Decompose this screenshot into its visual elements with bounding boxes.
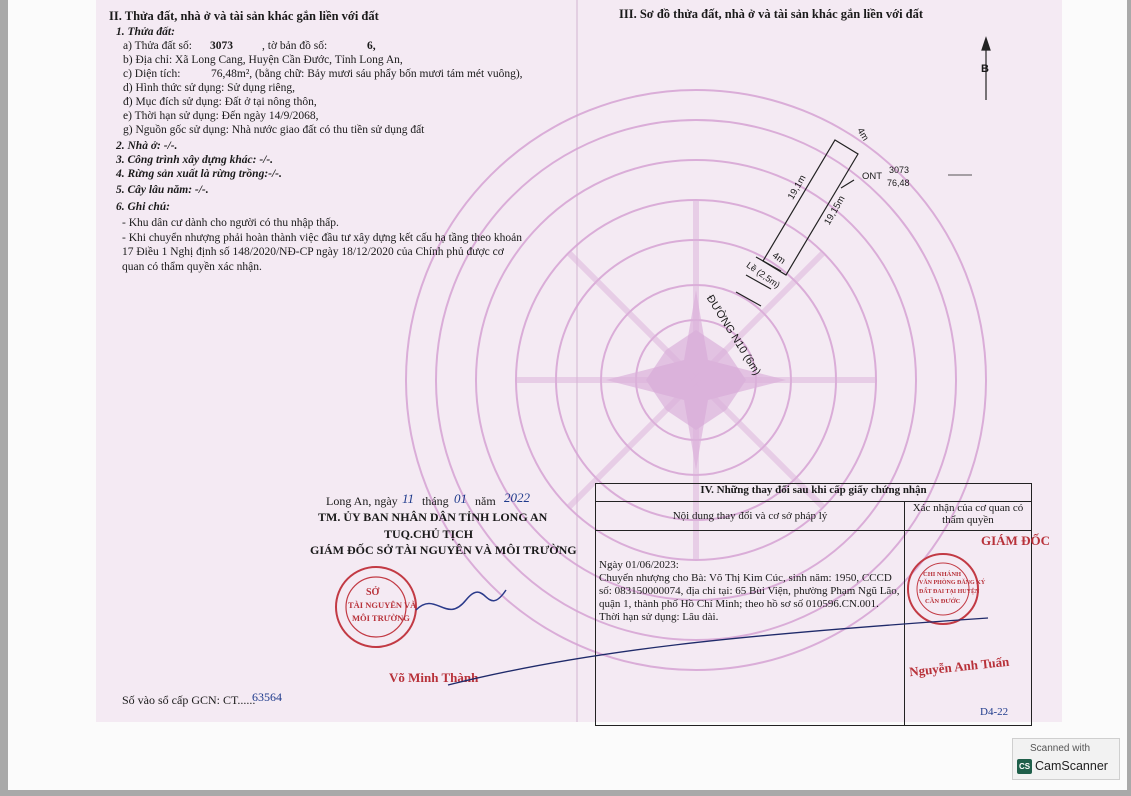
seal-line-3: MÔI TRƯỜNG — [352, 613, 410, 623]
signature-stroke-icon — [438, 600, 998, 690]
frontage-line-3 — [736, 292, 761, 306]
house-line: 2. Nhà ở: -/-. — [116, 140, 178, 152]
sign-day: 11 — [402, 491, 415, 506]
seal2-line-1: CHI NHÁNH — [923, 571, 962, 578]
change-entry-date: Ngày 01/06/2023: — [599, 559, 679, 571]
corner-mark: D4-22 — [980, 706, 1009, 718]
usage-purpose: đ) Mục đích sử dụng: Đất ở tại nông thôn, — [123, 96, 317, 108]
change-entry-line-2: số: 083150000074, địa chỉ tại: 65 Bùi Viện, phường Phạm Ngũ Lão, — [599, 585, 900, 597]
road-label: ĐƯỜNG N10 (6m) — [703, 293, 763, 378]
camscanner-brand: CamScanner — [1035, 759, 1108, 773]
area-value: 76,48m², (bằng chữ: Bảy mươi sáu phẩy bốn mươi tám mét vuông), — [211, 68, 523, 80]
left-length-label: 19,1m — [785, 173, 809, 202]
sign-month: 01 — [454, 491, 467, 506]
forest-line: 4. Rừng sản xuất là rừng trồng:-/-. — [116, 168, 282, 180]
acting-title: TUQ.CHỦ TỊCH — [384, 527, 474, 541]
column-content-header: Nội dung thay đổi và cơ sở pháp lý — [596, 502, 905, 531]
confirm-signer-name: Nguyễn Anh Tuấn — [908, 653, 1010, 680]
north-arrowhead-icon — [982, 38, 990, 50]
map-sheet-number: 6, — [367, 40, 376, 52]
ont-leader — [841, 180, 854, 188]
parcel-number-label: 3073 — [889, 165, 910, 175]
registry-number: 63564 — [252, 690, 282, 704]
column-confirm-header: Xác nhận của cơ quan có thẩm quyền — [905, 502, 1032, 531]
note-2-line-1: - Khi chuyển nhượng phải hoàn thành việc đầu tư xây dựng kết cấu hạ tầng theo khoản — [122, 232, 523, 244]
parcel-diagram — [696, 30, 1016, 350]
change-entry-line-3: quận 1, thành phố Hồ Chí Minh; theo hồ sơ số 010596.CN.001. — [599, 598, 879, 610]
section2-heading: II. Thửa đất, nhà ở và tài sản khác gắn liền với đất — [109, 9, 379, 23]
signer-name: Võ Minh Thành — [389, 670, 479, 685]
area-label: c) Diện tích: — [123, 68, 181, 80]
note-2-line-2: 17 Điều 1 Nghị định số 148/2020/NĐ-CP ngày 18/12/2020 của Chính phủ được cơ — [122, 246, 504, 258]
seal-line-1: SỞ — [366, 587, 380, 598]
usage-origin: g) Nguồn gốc sử dụng: Nhà nước giao đất có thu tiền sử dụng đất — [123, 124, 425, 136]
seal-line-2: TÀI NGUYÊN VÀ — [348, 600, 417, 610]
change-entry-term: Thời hạn sử dụng: Lâu dài. — [599, 611, 719, 623]
section3-heading: III. Sơ đồ thửa đất, nhà ở và tài sản khác gắn liền với đất — [619, 7, 924, 21]
sign-place: Long An, ngày — [326, 494, 398, 508]
seal2-line-3: ĐẤT ĐAI TẠI HUYỆN — [919, 589, 980, 595]
change-entry-line-1: Chuyển nhượng cho Bà: Võ Thị Kim Cúc, sinh năm: 1950, CCCD — [599, 572, 892, 584]
usage-term: e) Thời hạn sử dụng: Đến ngày 14/9/2068, — [123, 110, 319, 122]
right-length-label: 19,15m — [822, 194, 848, 227]
signer-title: GIÁM ĐỐC SỞ TÀI NGUYÊN VÀ MÔI TRƯỜNG — [310, 543, 577, 557]
seal2-line-4: CẦN ĐƯỚC — [925, 598, 961, 605]
land-heading: 1. Thửa đất: — [116, 26, 175, 38]
note-1: - Khu dân cư dành cho người có thu nhập thấp. — [122, 217, 339, 229]
map-sheet-label: , tờ bản đồ số: — [262, 40, 328, 52]
parcel-label: a) Thửa đất số: — [123, 40, 192, 52]
ont-label: ONT — [862, 171, 883, 182]
section4-heading: IV. Những thay đổi sau khi cấp giấy chứng nhận — [596, 484, 1032, 502]
parcel-area-label: 76,48 — [887, 178, 910, 188]
north-label: B — [981, 63, 989, 75]
parcel-number: 3073 — [210, 40, 233, 52]
scanned-page — [8, 0, 1127, 790]
top-width-label: 4m — [854, 125, 871, 144]
usage-form: d) Hình thức sử dụng: Sử dụng riêng, — [123, 82, 296, 94]
registry-label: Số vào sổ cấp GCN: CT...... — [122, 693, 256, 707]
notes-heading: 6. Ghi chú: — [116, 201, 170, 213]
issuing-org: TM. ỦY BAN NHÂN DÂN TỈNH LONG AN — [318, 510, 548, 524]
construction-line: 3. Công trình xây dựng khác: -/-. — [116, 154, 274, 166]
stamp-title: GIÁM ĐỐC — [981, 533, 1050, 548]
year-label: năm — [475, 494, 496, 508]
scanned-with-text: Scanned with — [1030, 743, 1091, 754]
camscanner-badge — [1012, 738, 1120, 780]
month-label: tháng — [422, 494, 449, 508]
sign-year: 2022 — [504, 490, 530, 505]
sidewalk-label: Lề (2,5m) — [744, 259, 782, 291]
note-2-line-3: quan có thẩm quyền xác nhận. — [122, 261, 262, 273]
camscanner-logo-icon: CS — [1017, 759, 1032, 774]
perennial-line: 5. Cây lâu năm: -/-. — [116, 184, 209, 196]
address-line: b) Địa chỉ: Xã Long Cang, Huyện Cần Đước, Tỉnh Long An, — [123, 54, 403, 66]
bottom-width-label: 4m — [770, 250, 788, 267]
seal2-line-2: VĂN PHÒNG ĐĂNG KÝ — [919, 580, 986, 586]
